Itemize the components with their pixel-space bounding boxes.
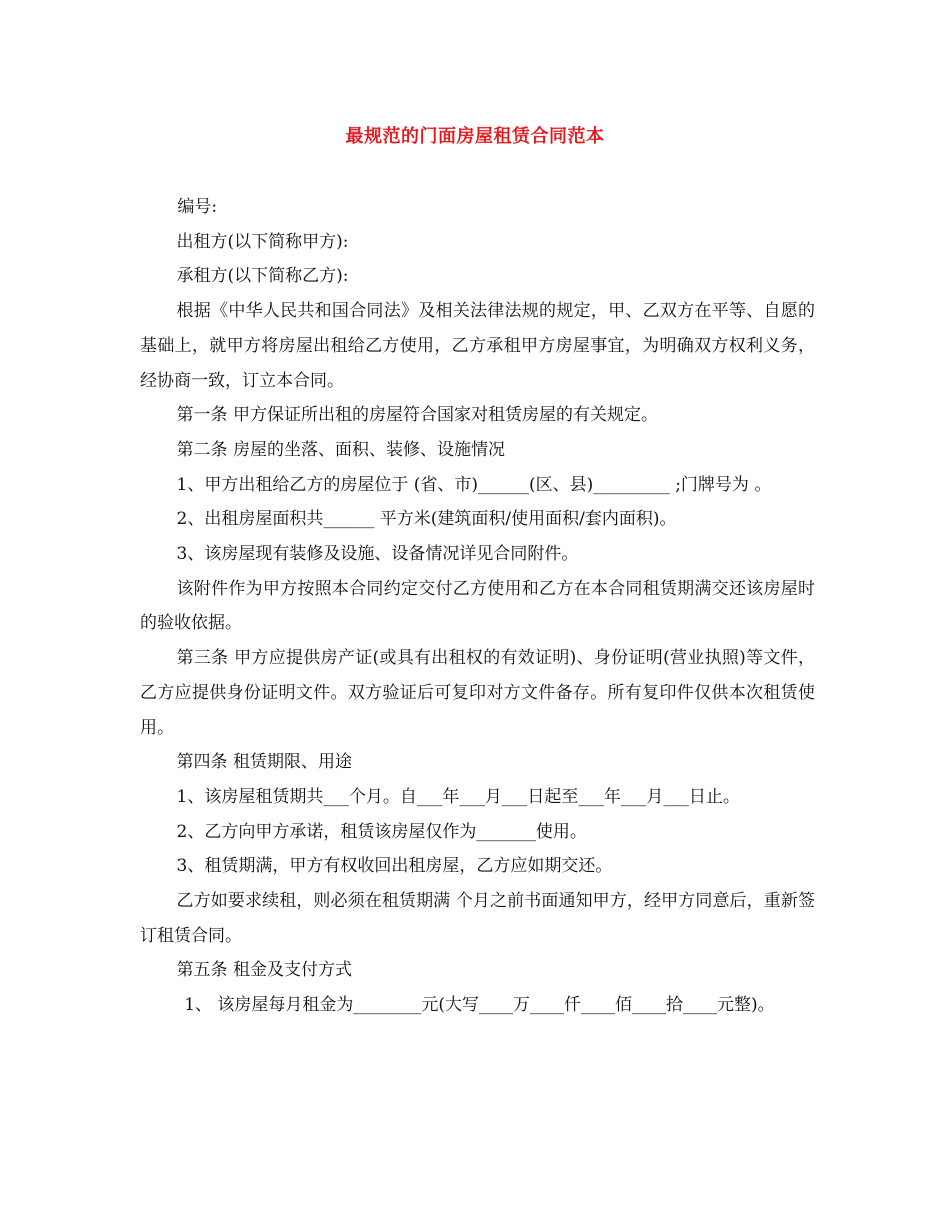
article-2-item-1: 1、甲方出租给乙方的房屋位于 (省、市)______(区、县)_________ ;门牌号为 。 xyxy=(176,474,772,495)
article-1: 第一条 甲方保证所出租的房屋符合国家对租赁房屋的有关规定。 xyxy=(176,405,658,426)
contract-number-line: 编号: xyxy=(177,197,218,217)
lessor-line: 出租方(以下简称甲方): xyxy=(176,231,349,252)
article-4-item-2: 2、乙方向甲方承诺，租赁该房屋仅作为_______使用。 xyxy=(176,821,587,842)
document-body xyxy=(140,190,815,1023)
renewal-note: 乙方如要求续租，则必须在租赁期满 个月之前书面通知甲方，经甲方同意后，重新签订租赁合同。 xyxy=(140,891,815,946)
article-5-heading: 第五条 租金及支付方式 xyxy=(176,960,352,981)
article-3: 第三条 甲方应提供房产证(或具有出租权的有效证明)、身份证明(营业执照)等文件，乙方应提供身份证明文件。双方验证后可复印对方文件备存。所有复印件仅供本次租赁使用。 xyxy=(140,648,815,738)
article-2-item-3: 3、该房屋现有装修及设施、设备情况详见合同附件。 xyxy=(176,544,579,565)
preamble-paragraph: 根据《中华人民共和国合同法》及相关法律法规的规定，甲、乙双方在平等、自愿的基础上，就甲方将房屋出租给乙方使用，乙方承租甲方房屋事宜，为明确双方权利义务，经协商一致，订立本合同。 xyxy=(140,301,815,391)
article-2-heading: 第二条 房屋的坐落、面积、装修、设施情况 xyxy=(176,439,505,460)
document-title: 最规范的门面房屋租赁合同范本 xyxy=(345,126,605,147)
article-5-item-1: 1、 该房屋每月租金为________元(大写____万____仟____佰____拾____元整)。 xyxy=(184,995,775,1016)
article-4-heading: 第四条 租赁期限、用途 xyxy=(176,752,352,773)
article-2-item-2: 2、出租房屋面积共______ 平方米(建筑面积/使用面积/套内面积)。 xyxy=(176,509,677,530)
article-4-item-1: 1、该房屋租赁期共___个月。自___年___月___日起至___年___月___日止。 xyxy=(176,786,740,807)
lessee-line: 承租方(以下简称乙方): xyxy=(176,266,349,287)
article-4-item-3: 3、租赁期满，甲方有权收回出租房屋，乙方应如期交还。 xyxy=(176,856,613,877)
attachment-note: 该附件作为甲方按照本合同约定交付乙方使用和乙方在本合同租赁期满交还该房屋时的验收依据。 xyxy=(140,578,815,634)
